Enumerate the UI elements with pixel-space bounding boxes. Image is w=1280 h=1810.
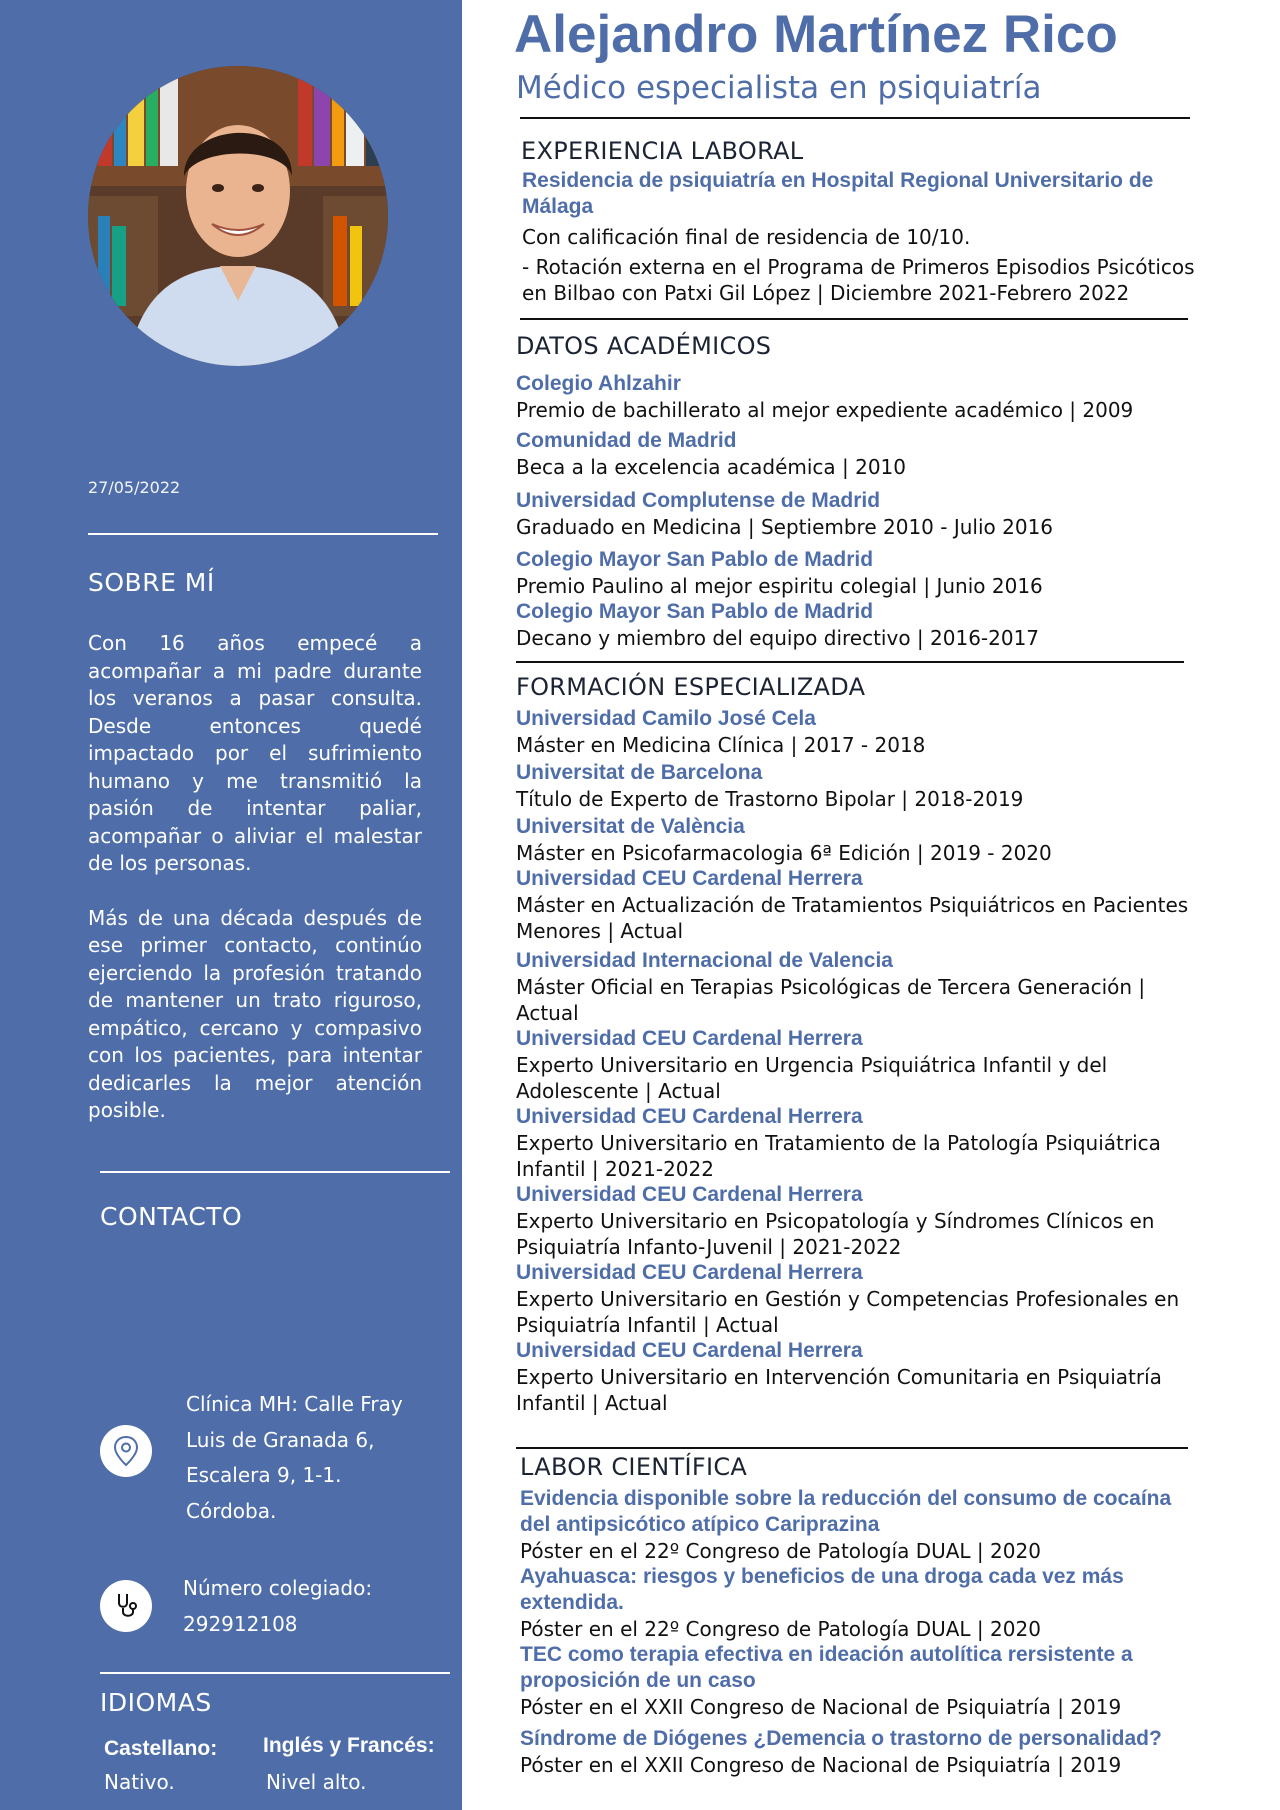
training-list <box>516 706 1196 1416</box>
list-item <box>516 1104 1196 1182</box>
divider <box>520 318 1188 320</box>
divider <box>516 1447 1188 1449</box>
address-line: Córdoba. <box>186 1498 277 1523</box>
entry-title: Universidad CEU Cardenal Herrera <box>516 1339 863 1362</box>
entry-detail: Máster en Actualización de Tratamientos Psiquiátricos en Pacientes Menores | Actual <box>516 893 1189 943</box>
entry-detail: Máster Oficial en Terapias Psicológicas de Tercera Generación | Actual <box>516 975 1146 1025</box>
academic-heading: DATOS ACADÉMICOS <box>516 332 772 360</box>
language-level: Nivel alto. <box>266 1770 367 1794</box>
entry-detail: Decano y miembro del equipo directivo | 2016-2017 <box>516 626 1040 650</box>
address-line: Luis de Granada 6, <box>186 1427 375 1452</box>
entry-detail: Póster en el 22º Congreso de Patología DUAL | 2020 <box>520 1539 1041 1563</box>
entry-detail: Experto Universitario en Psicopatología y Síndromes Clínicos en Psiquiatría Infanto-Juvenil | 2021-2022 <box>516 1209 1155 1259</box>
about-paragraph: Con 16 años empecé a acompañar a mi padre durante los veranos a pasar consulta. Desde entonces quedé impactado por el sufrimiento humano y me transmitió la pasión de intentar paliar, acompañar o aliviar el malestar de los personas. <box>88 631 422 875</box>
entry-detail: Experto Universitario en Intervención Comunitaria en Psiquiatría Infantil | Actual <box>516 1365 1162 1415</box>
list-item <box>516 866 1196 944</box>
list-item <box>516 1260 1196 1338</box>
entry-title: Colegio Ahlzahir <box>516 372 681 395</box>
entry-detail: Máster en Psicofarmacologia 6ª Edición | 2019 - 2020 <box>516 841 1052 865</box>
entry-title: Síndrome de Diógenes ¿Demencia o trastorno de personalidad? <box>520 1727 1162 1750</box>
entry-detail: Póster en el XXII Congreso de Nacional de Psiquiatría | 2019 <box>520 1695 1122 1719</box>
list-item <box>516 1026 1196 1104</box>
entry-detail: Máster en Medicina Clínica | 2017 - 2018 <box>516 733 926 757</box>
entry-detail: Premio Paulino al mejor espiritu colegial | Junio 2016 <box>516 574 1043 598</box>
entry-detail: Experto Universitario en Tratamiento de la Patología Psiquiátrica Infantil | 2021-2022 <box>516 1131 1161 1181</box>
research-heading: LABOR CIENTÍFICA <box>520 1453 748 1481</box>
entry-title: Colegio Mayor San Pablo de Madrid <box>516 600 874 623</box>
entry-detail: Beca a la excelencia académica | 2010 <box>516 455 907 479</box>
list-item <box>516 488 1196 540</box>
address-line: Clínica MH: Calle Fray <box>186 1392 403 1416</box>
entry-title: Comunidad de Madrid <box>516 429 737 452</box>
list-item <box>516 1182 1196 1260</box>
experience-list <box>522 168 1202 306</box>
entry-detail: Experto Universitario en Gestión y Competencias Profesionales en Psiquiatría Infantil | Actual <box>516 1287 1180 1337</box>
languages-heading: IDIOMAS <box>100 1688 212 1717</box>
entry-detail: Póster en el 22º Congreso de Patología DUAL | 2020 <box>520 1617 1041 1641</box>
entry-title: Residencia de psiquiatría en Hospital Regional Universitario de Málaga <box>522 169 1154 218</box>
license-value: 292912108 <box>183 1611 298 1636</box>
entry-title: Universitat de València <box>516 815 745 838</box>
training-heading: FORMACIÓN ESPECIALIZADA <box>516 673 866 701</box>
list-item <box>516 371 1196 423</box>
entry-title: Universidad Internacional de Valencia <box>516 949 893 972</box>
entry-detail: Premio de bachillerato al mejor expediente académico | 2009 <box>516 398 1134 422</box>
entry-title: Ayahuasca: riesgos y beneficios de una droga cada vez más extendida. <box>520 1565 1124 1614</box>
entry-detail: Póster en el XXII Congreso de Nacional de Psiquiatría | 2019 <box>520 1753 1122 1777</box>
entry-title: Universidad CEU Cardenal Herrera <box>516 1105 863 1128</box>
entry-detail: Con calificación final de residencia de 10/10. <box>522 225 971 249</box>
divider <box>520 117 1190 119</box>
list-item <box>520 1642 1200 1720</box>
list-item <box>516 948 1196 1026</box>
list-item <box>516 428 1196 480</box>
entry-detail: Experto Universitario en Urgencia Psiquiátrica Infantil y del Adolescente | Actual <box>516 1053 1108 1103</box>
list-item <box>520 1486 1200 1564</box>
list-item <box>520 1564 1200 1642</box>
list-item <box>516 706 1196 758</box>
language-name: Inglés y Francés: <box>263 1734 435 1757</box>
list-item <box>516 814 1196 866</box>
entry-detail: Graduado en Medicina | Septiembre 2010 - Julio 2016 <box>516 515 1054 539</box>
research-list <box>520 1486 1200 1778</box>
list-item <box>520 1726 1200 1778</box>
contact-heading: CONTACTO <box>100 1202 243 1231</box>
date: 27/05/2022 <box>88 478 181 497</box>
entry-title: Universidad CEU Cardenal Herrera <box>516 1183 863 1206</box>
entry-title: Colegio Mayor San Pablo de Madrid <box>516 548 874 571</box>
entry-title: Universidad CEU Cardenal Herrera <box>516 1261 863 1284</box>
language-level: Nativo. <box>104 1770 175 1794</box>
page-title: Alejandro Martínez Rico <box>514 5 1118 64</box>
entry-title: Universidad CEU Cardenal Herrera <box>516 1027 863 1050</box>
experience-heading: EXPERIENCIA LABORAL <box>521 137 804 165</box>
list-item <box>516 599 1196 651</box>
about-heading: SOBRE MÍ <box>88 568 215 597</box>
entry-title: Universitat de Barcelona <box>516 761 763 784</box>
entry-title: Universidad Complutense de Madrid <box>516 489 881 512</box>
entry-title: Evidencia disponible sobre la reducción del consumo de cocaína del antipsicótico atípico Cariprazina <box>520 1487 1172 1536</box>
entry-detail: Título de Experto de Trastorno Bipolar | 2018-2019 <box>516 787 1024 811</box>
divider <box>516 661 1184 663</box>
license-label: Número colegiado: <box>183 1576 373 1600</box>
entry-title: Universidad CEU Cardenal Herrera <box>516 867 863 890</box>
list-item <box>516 1338 1196 1416</box>
address-line: Escalera 9, 1-1. <box>186 1463 342 1487</box>
about-paragraph: Más de una década después de ese primer contacto, continúo ejerciendo la profesión tratando de mantener un trato riguroso, empático, cercano y compasivo con los pacientes, para intentar dedicarles la mejor atención posible. <box>88 905 422 1122</box>
entry-detail: - Rotación externa en el Programa de Primeros Episodios Psicóticos en Bilbao con Patxi Gil López | Diciembre 2021-Febrero 2022 <box>522 255 1195 305</box>
entry-title: TEC como terapia efectiva en ideación autolítica rersistente a proposición de un caso <box>520 1643 1133 1692</box>
entry-title: Universidad Camilo José Cela <box>516 707 816 730</box>
list-item <box>516 760 1196 812</box>
list-item <box>522 168 1202 306</box>
list-item <box>516 547 1196 599</box>
subtitle: Médico especialista en psiquiatría <box>516 70 1042 106</box>
language-name: Castellano: <box>104 1737 218 1760</box>
academic-list <box>516 371 1196 651</box>
